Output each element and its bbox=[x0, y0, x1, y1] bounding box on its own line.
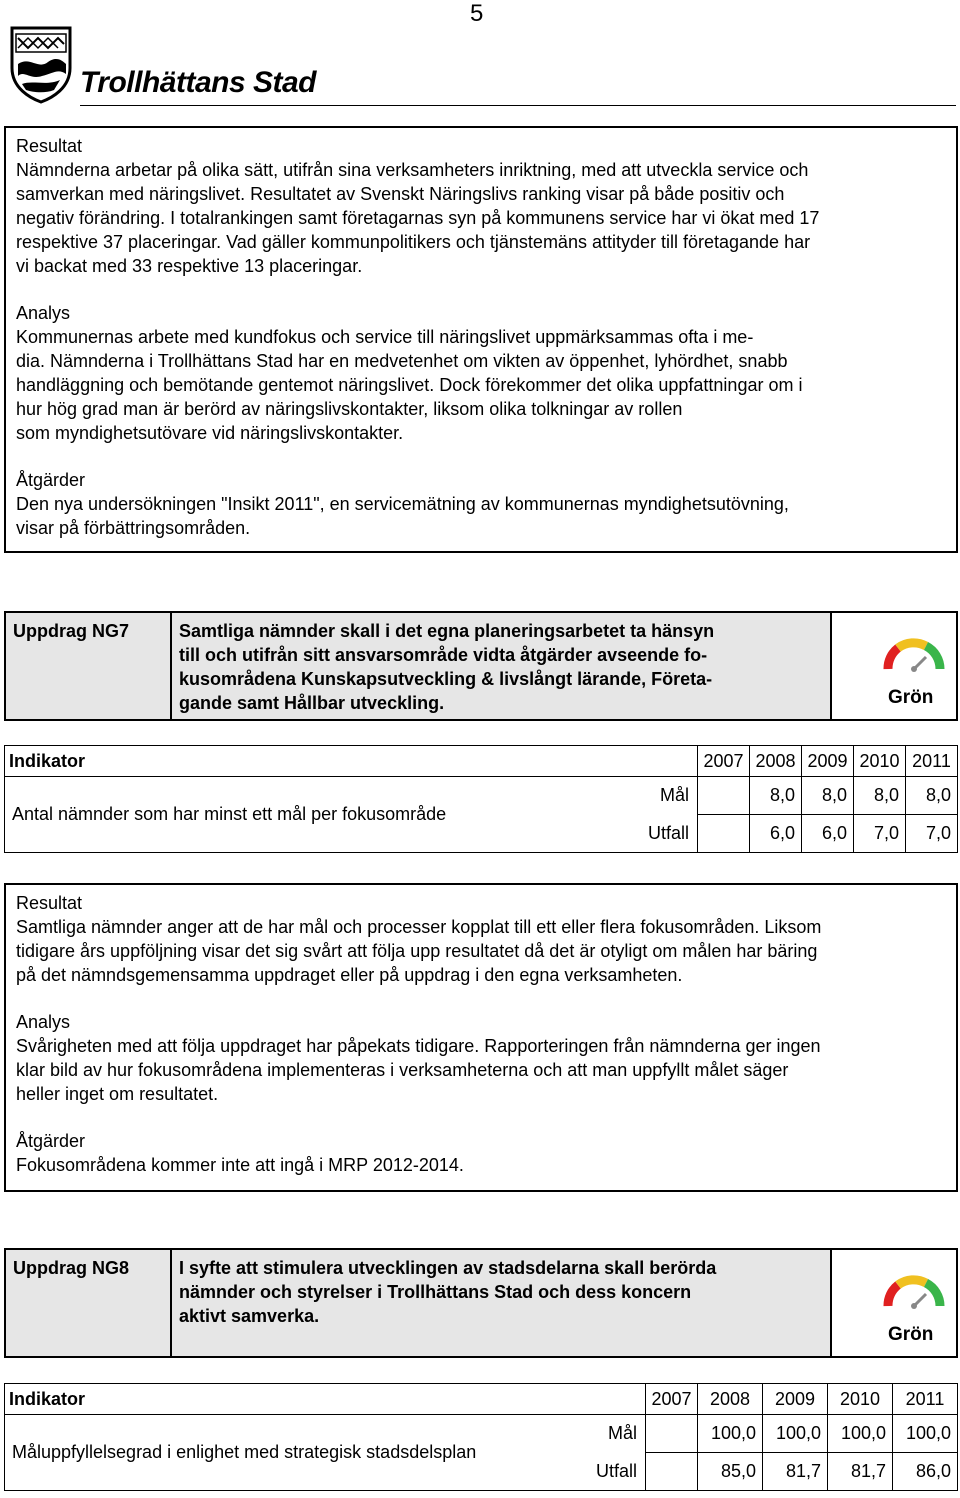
utfall-label: Utfall bbox=[577, 1453, 646, 1491]
text-line: samverkan med näringslivet. Resultatet av Svenskt Näringslivs ranking visar på både positiv och bbox=[16, 184, 785, 204]
indicator-header: Indikator bbox=[5, 1384, 646, 1415]
utfall-value bbox=[646, 1453, 698, 1491]
desc-line: nämnder och styrelser i Trollhättans Stad och dess koncern bbox=[179, 1282, 692, 1302]
year-header: 2007 bbox=[646, 1384, 698, 1415]
text-line: Den nya undersökningen "Insikt 2011", en servicemätning av kommunernas myndighetsutövning, bbox=[16, 494, 789, 514]
indicator-header: Indikator bbox=[5, 746, 698, 777]
uppdrag-id: Uppdrag NG8 bbox=[5, 1249, 171, 1357]
text-line: respektive 37 placeringar. Vad gäller kommunpolitikers och tjänstemäns attityder till företagande har bbox=[16, 232, 811, 252]
uppdrag-description bbox=[171, 1249, 831, 1357]
uppdrag-description bbox=[171, 612, 831, 720]
year-header: 2008 bbox=[698, 1384, 763, 1415]
text-line: som myndighetsutövare vid näringslivskontakter. bbox=[16, 423, 404, 443]
mal-value bbox=[698, 777, 750, 815]
text-line: på det nämndsgemensamma uppdraget eller på uppdrag i den egna verksamheten. bbox=[16, 965, 683, 985]
desc-line: Samtliga nämnder skall i det egna planeringsarbetet ta hänsyn bbox=[179, 621, 715, 641]
utfall-value bbox=[698, 815, 750, 853]
status-cell bbox=[831, 1249, 957, 1357]
uppdrag-ng7-table bbox=[4, 611, 958, 721]
desc-line: aktivt samverka. bbox=[179, 1306, 320, 1326]
mal-value: 8,0 bbox=[854, 777, 906, 815]
year-header: 2009 bbox=[802, 746, 854, 777]
header-divider bbox=[80, 105, 956, 106]
utfall-value: 7,0 bbox=[854, 815, 906, 853]
desc-line: till och utifrån sitt ansvarsområde vidta åtgärder avseende fo- bbox=[179, 645, 708, 665]
utfall-value: 7,0 bbox=[906, 815, 958, 853]
uppdrag-ng8-table bbox=[4, 1248, 958, 1358]
resultat-heading: Resultat bbox=[16, 136, 83, 156]
text-line: handläggning och bemötande gentemot näringslivet. Dock förekommer det olika uppfattningar om i bbox=[16, 375, 803, 395]
year-header: 2011 bbox=[906, 746, 958, 777]
resultat-heading: Resultat bbox=[16, 893, 83, 913]
text-line: Fokusområdena kommer inte att ingå i MRP 2012-2014. bbox=[16, 1155, 464, 1175]
text-line: klar bild av hur fokusområdena implementeras i verksamheterna och att man uppfyllt målet säger bbox=[16, 1060, 789, 1080]
utfall-value: 86,0 bbox=[893, 1453, 958, 1491]
text-line: Svårigheten med att följa uppdraget har påpekats tidigare. Rapporteringen från nämnderna ger ingen bbox=[16, 1036, 821, 1056]
desc-line: kusområdena Kunskapsutveckling & livslångt lärande, Företa- bbox=[179, 669, 713, 689]
intro-text-box bbox=[4, 126, 958, 553]
year-header: 2009 bbox=[763, 1384, 828, 1415]
text-line: vi backat med 33 respektive 13 placeringar. bbox=[16, 256, 363, 276]
year-header: 2008 bbox=[750, 746, 802, 777]
atgarder-heading: Åtgärder bbox=[16, 470, 86, 490]
city-logo-emblem bbox=[8, 24, 74, 104]
mal-value: 8,0 bbox=[750, 777, 802, 815]
uppdrag-id: Uppdrag NG7 bbox=[5, 612, 171, 720]
text-line: visar på förbättringsområden. bbox=[16, 518, 251, 538]
mal-label: Mål bbox=[609, 777, 698, 815]
status-label: Grön bbox=[888, 687, 934, 708]
utfall-value: 6,0 bbox=[750, 815, 802, 853]
text-line: hur hög grad man är berörd av näringslivskontakter, liksom olika tolkningar av rollen bbox=[16, 399, 683, 419]
text-line: negativ förändring. I totalrankingen samt företagarnas syn på kommunens service har vi ökat med 17 bbox=[16, 208, 820, 228]
indicator-name: Antal nämnder som har minst ett mål per fokusområde bbox=[5, 777, 610, 853]
year-header: 2011 bbox=[893, 1384, 958, 1415]
mal-value: 100,0 bbox=[763, 1415, 828, 1453]
gauge-icon bbox=[882, 1272, 946, 1312]
text-line: Nämnderna arbetar på olika sätt, utifrån sina verksamheters inriktning, med att utveckla service och bbox=[16, 160, 809, 180]
analys-heading: Analys bbox=[16, 303, 71, 323]
utfall-value: 81,7 bbox=[828, 1453, 893, 1491]
page-number: 5 bbox=[470, 0, 484, 27]
indicator-table-ng8 bbox=[4, 1383, 958, 1491]
status-cell bbox=[831, 612, 957, 720]
mal-value: 100,0 bbox=[828, 1415, 893, 1453]
utfall-value: 85,0 bbox=[698, 1453, 763, 1491]
mal-value: 8,0 bbox=[802, 777, 854, 815]
mal-value: 100,0 bbox=[893, 1415, 958, 1453]
year-header: 2010 bbox=[828, 1384, 893, 1415]
analys-heading: Analys bbox=[16, 1012, 71, 1032]
city-logo-text: Trollhättans Stad bbox=[80, 66, 316, 99]
ng7-text-box bbox=[4, 883, 958, 1192]
year-header: 2010 bbox=[854, 746, 906, 777]
indicator-table-ng7 bbox=[4, 745, 958, 853]
atgarder-heading: Åtgärder bbox=[16, 1131, 86, 1151]
gauge-icon bbox=[882, 635, 946, 675]
indicator-name: Måluppfyllelsegrad i enlighet med strategisk stadsdelsplan bbox=[5, 1415, 578, 1491]
text-line: tidigare års uppföljning visar det sig svårt att följa upp resultatet då det är otyligt om målen har bäring bbox=[16, 941, 818, 961]
mal-value: 8,0 bbox=[906, 777, 958, 815]
utfall-label: Utfall bbox=[609, 815, 698, 853]
utfall-value: 6,0 bbox=[802, 815, 854, 853]
utfall-value: 81,7 bbox=[763, 1453, 828, 1491]
status-label: Grön bbox=[888, 1324, 934, 1345]
mal-value: 100,0 bbox=[698, 1415, 763, 1453]
text-line: dia. Nämnderna i Trollhättans Stad har en medvetenhet om vikten av öppenhet, lyhördhet, snabb bbox=[16, 351, 788, 371]
text-line: Kommunernas arbete med kundfokus och service till näringslivet uppmärksammas ofta i me- bbox=[16, 327, 754, 347]
mal-value bbox=[646, 1415, 698, 1453]
desc-line: gande samt Hållbar utveckling. bbox=[179, 693, 445, 713]
text-line: heller inget om resultatet. bbox=[16, 1084, 219, 1104]
desc-line: I syfte att stimulera utvecklingen av stadsdelarna skall berörda bbox=[179, 1258, 717, 1278]
mal-label: Mål bbox=[577, 1415, 646, 1453]
year-header: 2007 bbox=[698, 746, 750, 777]
text-line: Samtliga nämnder anger att de har mål och processer kopplat till ett eller flera fokusområden. Liksom bbox=[16, 917, 822, 937]
